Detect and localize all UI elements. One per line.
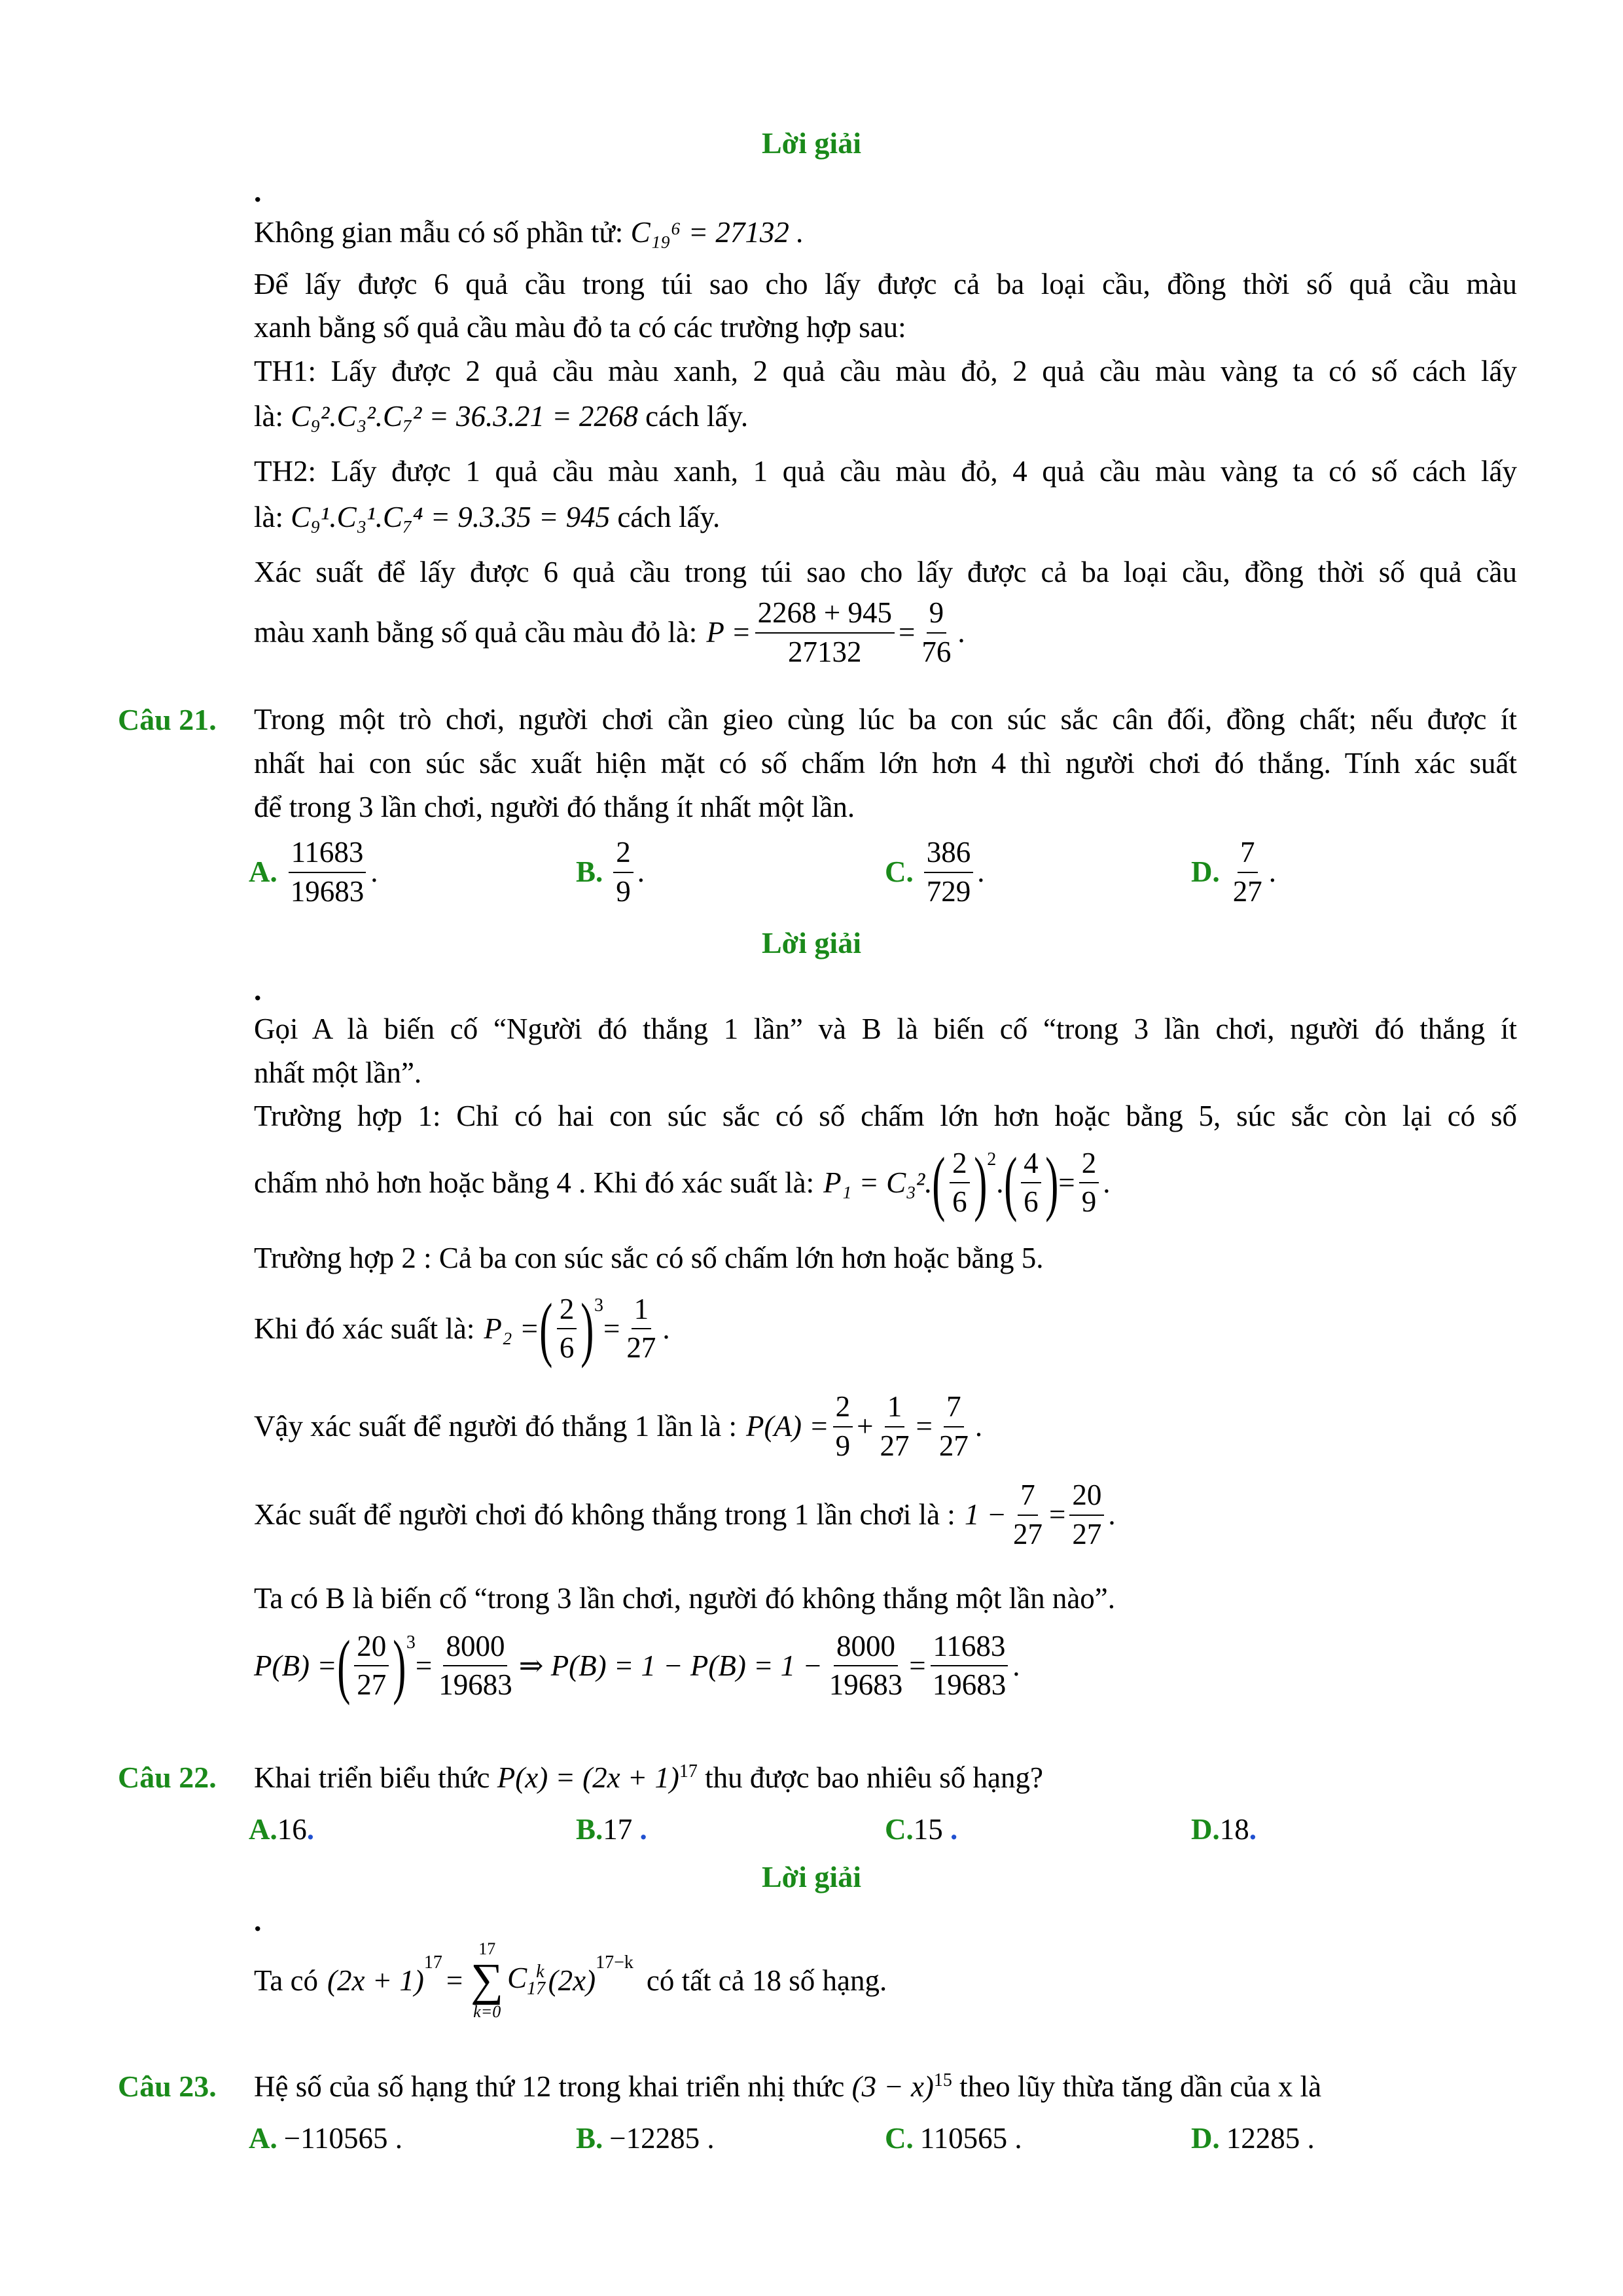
denominator: 27 [1232,874,1262,908]
math: ⇒ P(B) = 1 − P(B) = 1 − [518,1649,823,1682]
math: C₉¹.C₃¹.C₇⁴ = 9.3.35 = 945 [291,501,611,533]
math: P₁ = C₃². [823,1166,933,1199]
text: Xác suất để người chơi đó không thắng trong 1 lần chơi là : [254,1498,955,1531]
solution-title: Lời giải [762,126,861,160]
text-line: TH2: Lấy được 1 quả cầu màu xanh, 1 quả cầu màu đỏ, 4 quả cầu màu vàng ta có số cách lấy [254,455,1517,488]
option-label: C. [885,1813,914,1846]
solution-text: Trường hợp 1: Chỉ có hai con súc sắc có số chấm lớn hơn hoặc bằng 5, súc sắc còn lại có số [254,1100,1517,1132]
text-line: Xác suất để lấy được 6 quả cầu trong túi sao cho lấy được cả ba loại cầu, đồng thời số quả cầu [254,556,1517,588]
option-value: 12285 . [1226,2122,1315,2155]
option-label: B. [576,2122,603,2155]
text: Vậy xác suất để người đó thắng 1 lần là : [254,1410,737,1443]
question-text: nhất hai con súc sắc xuất hiện mặt có số chấm lớn hơn 4 thì người chơi đó thắng. Tính xác suất [254,747,1517,780]
text: cách lấy. [617,501,721,533]
numerator: 9 [927,597,947,634]
text: theo lũy thừa tăng dần của x là [959,2070,1322,2103]
option-b: B. 17 . [576,1813,647,1846]
numerator: 2268 + 945 [755,597,895,634]
option-value: −12285 . [609,2122,715,2155]
probability-result-line [254,597,1517,668]
solution-bullet: . [254,175,262,208]
option-label: A. [249,855,277,888]
option-label: B. [576,1813,603,1846]
complement-probability-line: P(B) = ( $\frac{20}{27}$ ) $^3$ = $\frac{8000}{19683}$ ⇒ P(B) = 1 − P(B) = 1 − $\frac{8000}{19683}$ = $\frac{11683}{19683}$ . [254,1626,1020,1706]
text: là: [254,501,283,533]
text: Khai triển biểu thức [254,1761,490,1794]
question-21-label: Câu 21. [118,703,217,736]
fraction [288,836,367,908]
fraction [924,836,974,908]
option-d: D. 18 . [1191,1813,1257,1846]
solution-text: Gọi A là biến cố “Người đó thắng 1 lần” và B là biến cố “trong 3 lần chơi, người đó thắng ít [254,1013,1517,1045]
question-text [254,2072,1517,2102]
th1-result-line [254,402,1517,431]
option-label: C. [885,855,914,888]
option-c: C. $\frac{386}{729}$ . [885,836,985,908]
solution-text: nhất một lần”. [254,1056,422,1089]
question-text: để trong 3 lần chơi, người đó thắng ít nhất một lần. [254,791,855,823]
option-c [885,2124,1022,2153]
fraction [1230,836,1265,908]
fraction [755,597,895,668]
option-a: A. $\frac{11683}{19683}$ . [249,836,378,908]
solution-text: Trường hợp 2 : Cả ba con súc sắc có số chấm lớn hơn hoặc bằng 5. [254,1242,1044,1274]
math: = [899,616,916,649]
option-value: 18 [1219,1813,1249,1846]
text: Hệ số của số hạng thứ 12 trong khai triển nhị thức [254,2070,845,2103]
option-label: D. [1191,1813,1220,1846]
option-d: D. $\frac{7}{27}$ . [1191,836,1276,908]
case1-probability-line: chấm nhỏ hơn hoặc bằng 4 . Khi đó xác suất là: P₁ = C₃². ( $\frac{2}{6}$ ) $^2$ . ( $\frac{4}{6}$ ) = $\frac{2}{9}$ . [254,1143,1111,1223]
math: C₉².C₃².C₇² = 36.3.21 = 2268 [291,400,638,433]
solution-text: Ta có B là biến cố “trong 3 lần chơi, người đó không thắng một lần nào”. [254,1582,1116,1615]
question-text: Trong một trò chơi, người chơi cần gieo cùng lúc ba con súc sắc cân đối, đồng chất; nếu được ít [254,703,1517,736]
text-line: TH1: Lấy được 2 quả cầu màu xanh, 2 quả cầu màu đỏ, 2 quả cầu màu vàng ta có số cách lấy [254,355,1517,387]
numerator: 2 [613,836,633,873]
denominator: 729 [926,874,971,908]
option-value: 15 [913,1813,943,1846]
fraction [919,597,954,668]
exponent: 15 [933,2070,952,2090]
option-value: 16 [277,1813,307,1846]
option-value: 110565 . [919,2122,1022,2155]
solution-title: Lời giải [762,1860,861,1893]
option-label: D. [1191,855,1220,888]
text: Ta có [254,1964,319,1997]
binomial-expansion-line: Ta có (2x + 1) $^{17}$ = 17 ∑ k=0 $C_{17}^k$ (2x) $^{17-k}$ có tất cả 18 số hạng. [254,1939,887,2021]
case2-probability-line: Khi đó xác suất là: P₂ = ( $\frac{2}{6}$ ) $^3$ = $\frac{1}{27}$ . [254,1289,670,1369]
text: chấm nhỏ hơn hoặc bằng 4 . Khi đó xác suất là: [254,1166,815,1199]
lose-probability-line: Xác suất để người chơi đó không thắng trong 1 lần chơi là : 1 − $\frac{7}{27}$ = $\frac{20}{27}$ . [254,1479,1116,1551]
question-23-label: Câu 23. [118,2070,217,2103]
text-line: xanh bằng số quả cầu màu đỏ ta có các trường hợp sau: [254,311,906,344]
option-value: −110565 . [283,2122,402,2155]
solution-bullet: . [254,973,262,1007]
question-22-label: Câu 22. [118,1761,217,1794]
question-text [254,1763,1517,1793]
option-label: A. [249,1813,277,1846]
math: 1 − [964,1498,1007,1531]
text: thu được bao nhiêu số hạng? [705,1761,1043,1794]
denominator: 9 [616,874,631,908]
text: Khi đó xác suất là: [254,1312,475,1345]
text-line: Để lấy được 6 quả cầu trong túi sao cho lấy được cả ba loại cầu, đồng thời số quả cầu màu [254,268,1517,300]
numerator: 7 [1238,836,1258,873]
numerator: 11683 [289,836,366,873]
option-c: C. 15 . [885,1813,958,1846]
denominator: 19683 [290,874,365,908]
math: P(x) = (2x + 1) [497,1761,679,1794]
solution-bullet: . [254,1904,262,1937]
solution-title: Lời giải [762,926,861,960]
math: P(A) = [746,1410,829,1443]
option-b [576,2124,715,2153]
text: Không gian mẫu có số phần tử: [254,216,624,249]
option-value: 17 [603,1813,633,1846]
math: P(B) = [254,1649,337,1682]
denominator: 27132 [788,635,862,668]
option-a: A. 16 . [249,1813,314,1846]
text: là: [254,400,283,433]
math: P = [706,616,751,649]
math: (3 − x) [851,2070,934,2103]
text: màu xanh bằng số quả cầu màu đỏ là: [254,616,698,649]
fraction [613,836,633,908]
sample-space-line [254,218,1517,247]
summation: 17 ∑ k=0 [471,1939,504,2021]
math: . [957,616,965,649]
exponent: 17 [679,1761,698,1782]
text: cách lấy. [645,400,749,433]
win-once-probability-line: Vậy xác suất để người đó thắng 1 lần là : P(A) = $\frac{2}{9}$ + $\frac{1}{27}$ = $\frac{7}{27}$ . [254,1390,983,1462]
option-a [249,2124,402,2153]
th2-result-line [254,503,1517,532]
math: C₁₉⁶ = 27132 . [630,216,804,249]
math: P₂ = [484,1312,540,1345]
denominator: 76 [921,635,952,668]
text: có tất cả 18 số hạng. [646,1964,887,1997]
option-b: B. $\frac{2}{9}$ . [576,836,645,908]
option-d [1191,2124,1315,2153]
option-label: B. [576,855,603,888]
option-label: C. [885,2122,914,2155]
option-label: A. [249,2122,277,2155]
option-label: D. [1191,2122,1220,2155]
numerator: 386 [924,836,974,873]
